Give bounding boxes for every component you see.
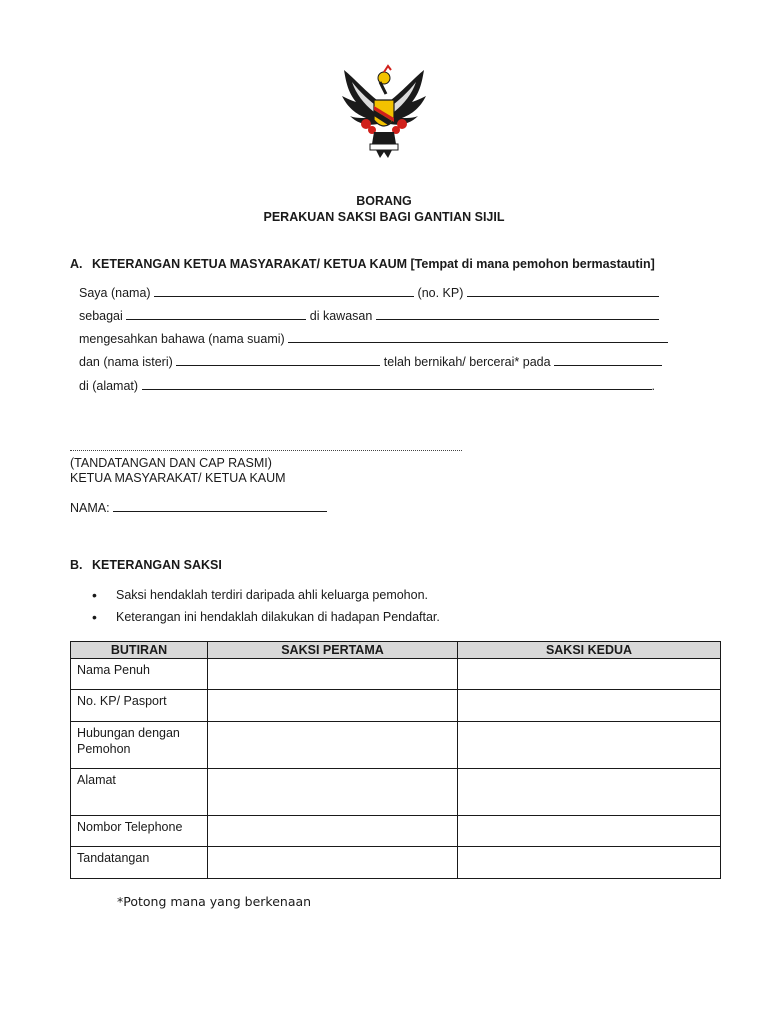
form-subtitle: PERAKUAN SAKSI BAGI GANTIAN SIJIL [263, 210, 505, 224]
signature-line[interactable] [70, 450, 462, 451]
label-telah-bernikah: telah bernikah/ bercerai* pada [383, 355, 551, 369]
section-b-title: KETERANGAN SAKSI [92, 558, 222, 572]
cell-saksi-1-alamat[interactable] [208, 769, 458, 816]
row-label-nama-penuh: Nama Penuh [71, 659, 208, 690]
table-row [71, 722, 721, 769]
cell-saksi-1-hubungan[interactable] [208, 722, 458, 769]
row-label-hubungan: Hubungan dengan Pemohon [71, 722, 208, 769]
label-sebagai: sebagai [79, 309, 123, 323]
field-alamat[interactable] [142, 379, 652, 390]
label-di-kawasan: di kawasan [309, 309, 373, 323]
field-tarikh[interactable] [554, 355, 662, 366]
row-label-no-kp: No. KP/ Pasport [71, 690, 208, 722]
cell-saksi-2-nama[interactable] [458, 659, 721, 690]
table-header-row [71, 642, 721, 659]
label-nama-isteri: dan (nama isteri) [79, 355, 173, 369]
section-a-heading [70, 257, 655, 271]
row-mengesahkan [79, 332, 668, 346]
list-item: • Keterangan ini hendaklah dilakukan di hadapan Pendaftar. [92, 610, 440, 632]
field-nama-ketua[interactable] [113, 501, 327, 512]
state-crest-icon [336, 64, 432, 160]
cell-saksi-1-kp[interactable] [208, 690, 458, 722]
cell-saksi-2-alamat[interactable] [458, 769, 721, 816]
table-row [71, 847, 721, 879]
signature-role: KETUA MASYARAKAT/ KETUA KAUM [70, 471, 286, 485]
table-row [71, 690, 721, 722]
row-label-alamat: Alamat [71, 769, 208, 816]
form-title: BORANG [356, 194, 412, 208]
field-nama-suami[interactable] [288, 332, 668, 343]
col-saksi-kedua: SAKSI KEDUA [458, 642, 721, 659]
label-saya-nama: Saya (nama) [79, 286, 151, 300]
row-nama-ketua [70, 501, 327, 515]
row-sebagai [79, 309, 659, 323]
label-nama-suami: mengesahkan bahawa (nama suami) [79, 332, 285, 346]
row-saya-nama [79, 286, 659, 300]
section-b-heading [70, 558, 222, 572]
cell-saksi-1-telefon[interactable] [208, 816, 458, 847]
field-no-kp[interactable] [467, 286, 659, 297]
section-a-number: A. [70, 257, 83, 271]
section-a-title: KETERANGAN KETUA MASYARAKAT/ KETUA KAUM [Tempat di mana pemohon bermastautin] [92, 257, 655, 271]
row-label-telefon: Nombor Telephone [71, 816, 208, 847]
cell-saksi-1-nama[interactable] [208, 659, 458, 690]
field-nama-isteri[interactable] [176, 355, 380, 366]
cell-saksi-2-hubungan[interactable] [458, 722, 721, 769]
signature-caption: (TANDATANGAN DAN CAP RASMI) [70, 456, 272, 470]
cell-saksi-2-telefon[interactable] [458, 816, 721, 847]
cell-saksi-2-kp[interactable] [458, 690, 721, 722]
alamat-period: . [651, 379, 656, 393]
label-nama: NAMA: [70, 501, 110, 515]
field-kawasan[interactable] [376, 309, 659, 320]
field-nama[interactable] [154, 286, 414, 297]
section-b-number: B. [70, 558, 83, 572]
col-butiran: BUTIRAN [71, 642, 208, 659]
field-sebagai[interactable] [126, 309, 306, 320]
row-label-tandatangan: Tandatangan [71, 847, 208, 879]
row-alamat [79, 379, 655, 393]
witness-table [70, 641, 721, 879]
row-nama-isteri [79, 355, 662, 369]
cell-saksi-1-tandatangan[interactable] [208, 847, 458, 879]
instruction-list [92, 588, 440, 632]
col-saksi-pertama: SAKSI PERTAMA [208, 642, 458, 659]
label-alamat: di (alamat) [79, 379, 139, 393]
table-row [71, 769, 721, 816]
table-row [71, 659, 721, 690]
label-no-kp: (no. KP) [417, 286, 464, 300]
list-item: • Saksi hendaklah terdiri daripada ahli keluarga pemohon. [92, 588, 440, 610]
table-row [71, 816, 721, 847]
cell-saksi-2-tandatangan[interactable] [458, 847, 721, 879]
footnote: *Potong mana yang berkenaan [117, 894, 312, 909]
